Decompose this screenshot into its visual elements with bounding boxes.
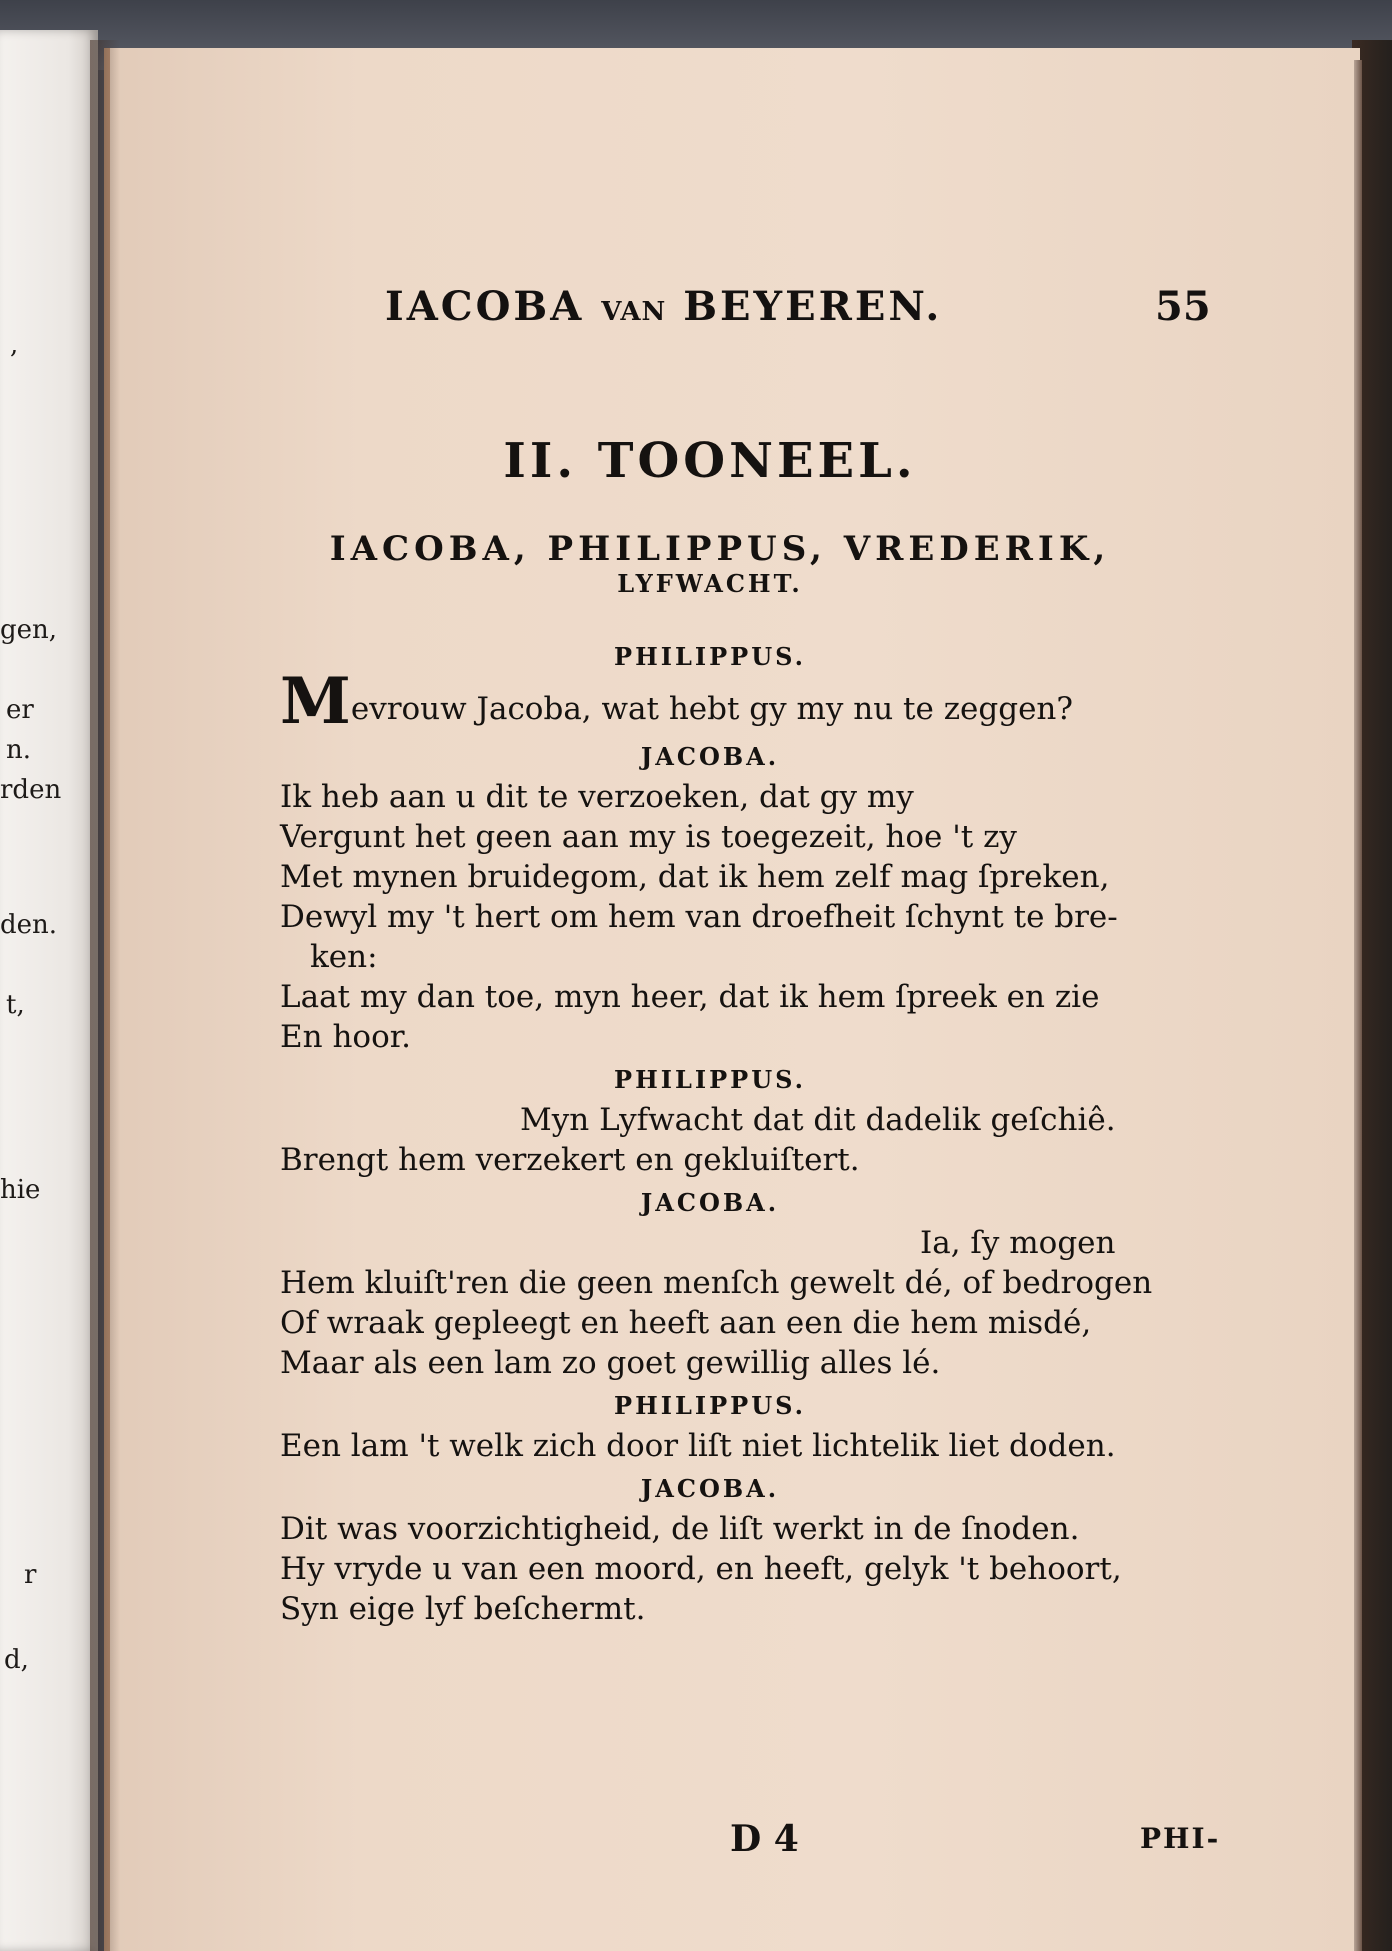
left-page-fragment: n. xyxy=(6,735,32,765)
left-page-fragment: den. xyxy=(0,910,58,940)
catchword: PHI- xyxy=(1140,1822,1221,1855)
speaker-label: PHILIPPUS. xyxy=(614,1065,806,1094)
running-header xyxy=(285,283,1245,343)
left-page-fragment: gen, xyxy=(0,615,58,645)
verse-line: ken: xyxy=(310,939,378,975)
cast-list: IACOBA, PHILIPPUS, VREDERIK, xyxy=(329,529,1111,569)
verse-line: Hy vryde u van een moord, en heeft, gelyk 't behoort, xyxy=(280,1551,1122,1587)
verse-line: Ia, ſy mogen xyxy=(920,1225,1116,1261)
speaker-label: JACOBA. xyxy=(640,1474,780,1503)
running-title: IACOBA VAN BEYEREN. xyxy=(385,283,943,330)
left-page-fragment: hie xyxy=(0,1175,41,1205)
left-page-fragment: er xyxy=(6,695,34,725)
book-page xyxy=(104,48,1360,1951)
left-page-fragment: d, xyxy=(4,1645,29,1675)
page-number: 55 xyxy=(1155,283,1211,330)
verse-line: Maar als een lam zo goet gewillig alles lé. xyxy=(280,1345,941,1381)
verse-line: Hem kluiſt'ren die geen menſch gewelt dé, of bedrogen xyxy=(280,1265,1153,1301)
left-page-fragment: r xyxy=(24,1560,37,1590)
signature-mark: D 4 xyxy=(730,1818,799,1860)
verse-line: Met mynen bruidegom, dat ik hem zelf mag ſpreken, xyxy=(280,859,1110,895)
verse-line: Ik heb aan u dit te verzoeken, dat gy my xyxy=(280,779,914,815)
left-page-fragment: t, xyxy=(6,990,25,1020)
speaker-label: PHILIPPUS. xyxy=(614,642,806,671)
left-page-fragment: , xyxy=(10,330,19,360)
verse-line: Syn eige lyf beſchermt. xyxy=(280,1591,646,1627)
verse-line: Laat my dan toe, myn heer, dat ik hem ſpreek en zie xyxy=(280,979,1100,1015)
verse-line: En hoor. xyxy=(280,1019,412,1055)
left-page-fragment: rden xyxy=(0,775,62,805)
page-footer xyxy=(730,1818,1270,1862)
verse-line: Dit was voorzichtigheid, de liſt werkt in de ſnoden. xyxy=(280,1511,1080,1547)
verse-line: Vergunt het geen aan my is toegezeit, hoe 't zy xyxy=(280,819,1017,855)
gutter-shadow xyxy=(90,40,120,1951)
left-facing-page xyxy=(0,30,98,1951)
verse-line: Brengt hem verzekert en gekluiſtert. xyxy=(280,1142,860,1178)
scene-title: II. TOONEEL. xyxy=(503,433,917,489)
cast-list-continued: LYFWACHT. xyxy=(617,569,803,598)
verse-line: Myn Lyfwacht dat dit dadelik geſchiê. xyxy=(520,1102,1116,1138)
drop-cap: M xyxy=(280,664,351,739)
speaker-label: JACOBA. xyxy=(640,742,780,771)
page-edge xyxy=(1354,60,1362,1951)
verse-line: Mevrouw Jacoba, wat hebt gy my nu te zeggen? xyxy=(280,664,1074,739)
verse-line: Of wraak gepleegt en heeft aan een die hem misdé, xyxy=(280,1305,1092,1341)
verse-line: Een lam 't welk zich door liſt niet lichtelik liet doden. xyxy=(280,1428,1116,1464)
speaker-label: JACOBA. xyxy=(640,1188,780,1217)
speaker-label: PHILIPPUS. xyxy=(614,1391,806,1420)
play-text xyxy=(280,433,1260,1629)
verse-line: Dewyl my 't hert om hem van droefheit ſchynt te bre- xyxy=(280,899,1118,935)
